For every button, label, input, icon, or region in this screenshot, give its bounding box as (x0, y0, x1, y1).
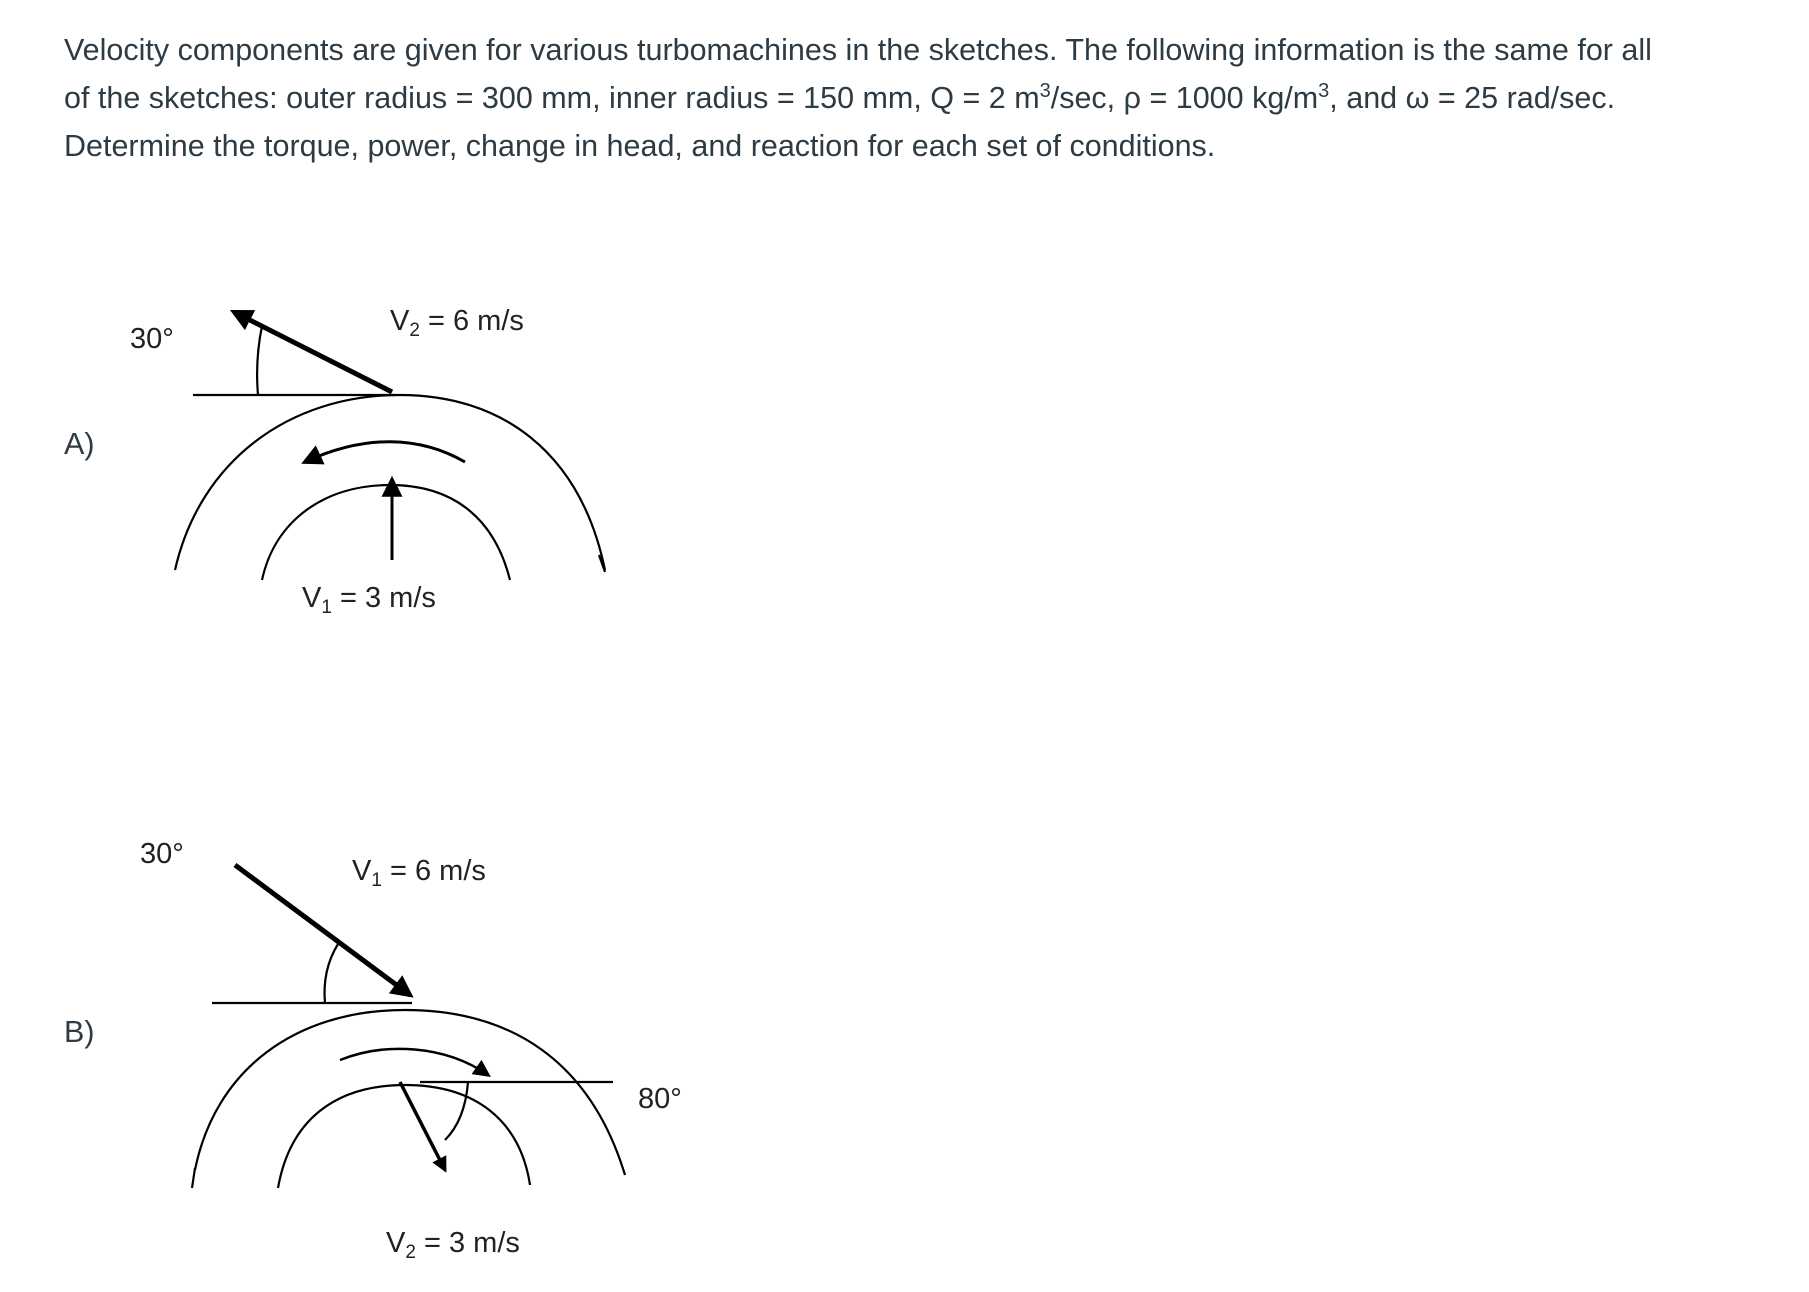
sketch-b-outer-arc-tick (192, 1168, 195, 1188)
cubic-superscript: 3 (1318, 79, 1330, 102)
sketch-b-outer-arc (195, 1010, 625, 1175)
sketch-a-v1-label: $V_1 = 3$ m/s (302, 582, 436, 618)
sketch-b (140, 838, 682, 1263)
part-b-label: B) (64, 1015, 95, 1049)
sketch-a-angle-arc (257, 326, 262, 395)
problem-line-3: Determine the torque, power, change in head, and reaction for each set of conditions. (64, 129, 1216, 163)
sketch-a-outer-arc (175, 395, 605, 570)
problem-line-2b: /sec, ρ = 1000 kg/m (1050, 81, 1319, 115)
sketch-a-v2-label: $V_2 = 6$ m/s (390, 305, 524, 341)
sketch-b-angle-arc (325, 944, 338, 1003)
sketch-a-inner-arc (262, 485, 510, 580)
problem-line-2c: , and ω = 25 rad/sec. (1329, 81, 1616, 115)
sketch-b-v2-arrow (400, 1082, 445, 1170)
sketch-a-rotation-arrow (305, 442, 465, 462)
cubic-superscript: 3 (1039, 79, 1051, 102)
sketch-b-angle-right-label: 80° (638, 1083, 682, 1115)
sketch-b-v2-label: $V_2 = 3$ m/s (386, 1227, 520, 1263)
sketch-a-angle-label: 30° (130, 323, 174, 355)
problem-line-1: Velocity components are given for various turbomachines in the sketches. The following information is the same for all (64, 33, 1652, 67)
part-a-label: A) (64, 427, 95, 461)
problem-line-2a: of the sketches: outer radius = 300 mm, inner radius = 150 mm, Q = 2 m (64, 81, 1040, 115)
sketch-b-inner-arc (278, 1085, 530, 1188)
sketch-b-rotation-arrow (340, 1049, 488, 1075)
sketch-b-v1-label: $V_1 = 6$ m/s (352, 855, 486, 891)
sketch-a (130, 305, 605, 618)
sketch-b-angle-top-label: 30° (140, 838, 184, 870)
